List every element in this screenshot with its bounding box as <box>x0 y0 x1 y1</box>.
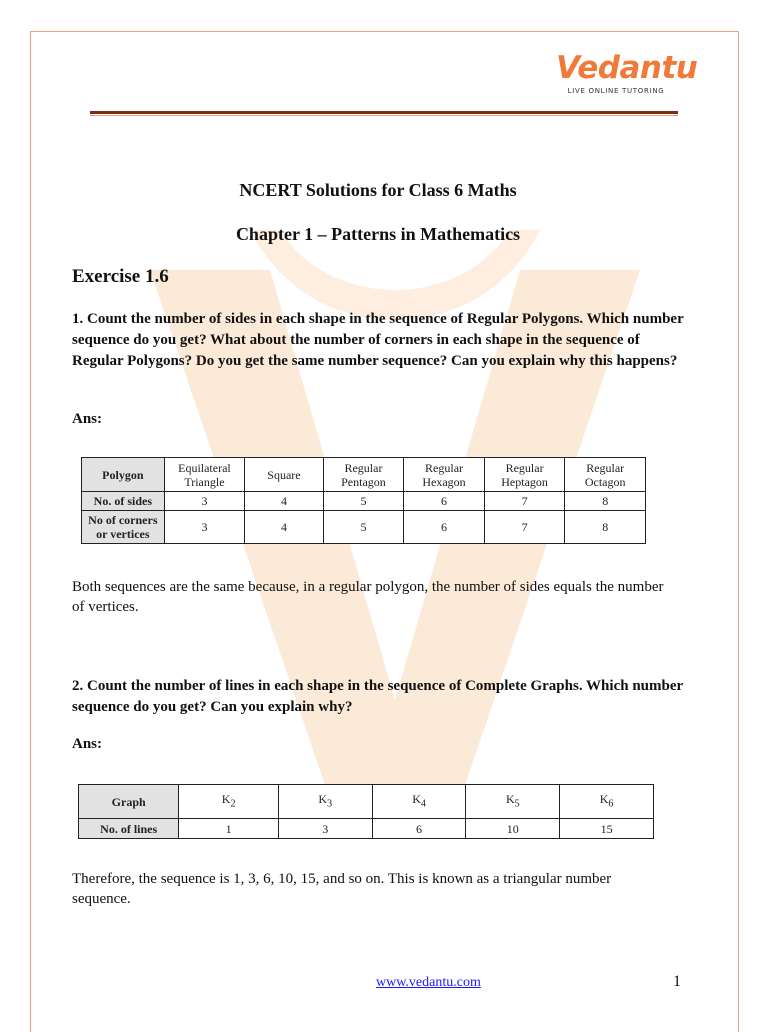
row-label: No. of lines <box>79 819 179 839</box>
answer-2-label: Ans: <box>72 736 103 752</box>
footer-website-link[interactable]: www.vedantu.com <box>376 975 481 990</box>
table-cell: 6 <box>404 492 485 511</box>
logo-tagline: LIVE ONLINE TUTORING <box>567 87 665 95</box>
header-cell: Regular Heptagon <box>484 458 565 492</box>
answer-1-explanation: Both sequences are the same because, in a regular polygon, the number of sides equals the number of vertices. <box>72 579 664 615</box>
document-title: NCERT Solutions for Class 6 Maths <box>239 180 517 200</box>
header-cell: $K_5$ <box>466 785 560 819</box>
header-cell: $K_6$ <box>560 785 654 819</box>
header-cell: Regular Pentagon <box>323 458 404 492</box>
table-cell: 1 <box>179 819 279 839</box>
header-cell: Regular Hexagon <box>404 458 485 492</box>
question-1: 1. Count the number of sides in each shape in the sequence of Regular Polygons. Which number sequence do you get? What about the number of corners in each shape in the sequence of Regular Polygons? Do you get the same number sequence? Can you explain why this happens? <box>72 311 684 369</box>
table-cell: 15 <box>560 819 654 839</box>
header-rule <box>90 111 678 116</box>
table-cell: 7 <box>484 511 565 544</box>
row-label: No of corners or vertices <box>82 511 165 544</box>
table-header-row <box>82 458 646 492</box>
table-cell: 4 <box>245 492 323 511</box>
exercise-heading: Exercise 1.6 <box>72 266 169 287</box>
header-cell: Graph <box>79 785 179 819</box>
table-cell: 3 <box>164 511 245 544</box>
table-row <box>82 492 646 511</box>
table-header-row <box>79 785 654 819</box>
chapter-title: Chapter 1 – Patterns in Mathematics <box>235 224 521 244</box>
table-cell: 6 <box>372 819 466 839</box>
header-cell: $K_4$ <box>372 785 466 819</box>
table-cell: 4 <box>245 511 323 544</box>
page-number: 1 <box>673 973 681 990</box>
table-cell: 10 <box>466 819 560 839</box>
header-cell: Regular Octagon <box>565 458 646 492</box>
table-row <box>82 511 646 544</box>
polygon-table <box>81 457 646 544</box>
header-cell: $K_2$ <box>179 785 279 819</box>
question-2: 2. Count the number of lines in each shape in the sequence of Complete Graphs. Which number sequence do you get? Can you explain why? <box>72 678 683 715</box>
table-cell: 3 <box>278 819 372 839</box>
table-cell: 8 <box>565 511 646 544</box>
table-cell: 8 <box>565 492 646 511</box>
answer-1-label: Ans: <box>72 411 103 427</box>
table-cell: 3 <box>164 492 245 511</box>
header-cell: Equilateral Triangle <box>164 458 245 492</box>
table-cell: 6 <box>404 511 485 544</box>
answer-2-explanation: Therefore, the sequence is 1, 3, 6, 10, 15, and so on. This is known as a triangular number sequence. <box>72 871 612 907</box>
header-cell: Polygon <box>82 458 165 492</box>
table-cell: 7 <box>484 492 565 511</box>
table-row <box>79 819 654 839</box>
logo-wordmark: Vedantu <box>556 50 698 86</box>
complete-graph-table <box>78 784 654 839</box>
vedantu-logo <box>556 50 698 95</box>
table-cell: 5 <box>323 492 404 511</box>
header-cell: $K_3$ <box>278 785 372 819</box>
table-cell: 5 <box>323 511 404 544</box>
row-label: No. of sides <box>82 492 165 511</box>
header-cell: Square <box>245 458 323 492</box>
